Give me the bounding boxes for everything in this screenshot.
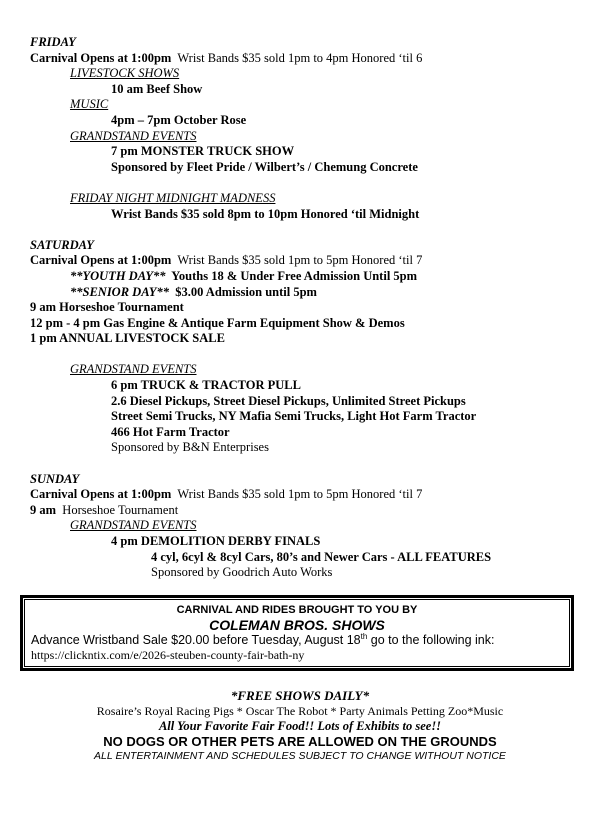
saturday-carnival-detail: Wrist Bands $35 sold 1pm to 5pm Honored ‘til 7 — [177, 253, 423, 268]
sunday-horseshoe-time: 9 am — [30, 502, 57, 517]
friday-madness-heading: FRIDAY NIGHT MIDNIGHT MADNESS — [70, 190, 276, 205]
friday-madness-item: Wrist Bands $35 sold 8pm to 10pm Honored ‘til Midnight — [111, 206, 420, 221]
friday-grandstand-sponsor: Sponsored by Fleet Pride / Wilbert’s / Chemung Concrete — [111, 159, 418, 174]
friday-carnival-detail: Wrist Bands $35 sold 1pm to 4pm Honored ‘til 6 — [177, 50, 423, 65]
carnival-company: COLEMAN BROS. SHOWS — [209, 617, 385, 633]
saturday-carnival — [30, 253, 590, 269]
friday-livestock-heading: LIVESTOCK SHOWS — [70, 66, 180, 81]
senior-day-detail: $3.00 Admission until 5pm — [175, 284, 317, 299]
no-pets-notice: NO DOGS OR OTHER PETS ARE ALLOWED ON THE GROUNDS — [103, 734, 497, 749]
advance-sale — [31, 633, 563, 648]
free-shows-heading: *FREE SHOWS DAILY* — [230, 688, 370, 703]
saturday-horseshoe: 9 am Horseshoe Tournament — [30, 300, 184, 315]
friday-carnival — [30, 51, 590, 67]
footer — [0, 688, 600, 763]
sunday-grandstand-heading: GRANDSTAND EVENTS — [70, 518, 197, 533]
saturday-grandstand-heading: GRANDSTAND EVENTS — [70, 362, 197, 377]
friday-music-heading: MUSIC — [70, 97, 109, 112]
friday-grandstand-heading: GRANDSTAND EVENTS — [70, 128, 197, 143]
shows-list: Rosaire’s Royal Racing Pigs * Oscar The Robot * Party Animals Petting Zoo*Music — [96, 704, 504, 718]
saturday-youth — [30, 269, 590, 285]
advance-sale-text: Advance Wristband Sale $20.00 before Tuesday, August 18 — [31, 633, 361, 647]
advance-sale-tail: go to the following ink: — [367, 633, 495, 647]
sunday-carnival-detail: Wrist Bands $35 sold 1pm to 5pm Honored ‘til 7 — [177, 487, 423, 502]
friday-livestock-item: 10 am Beef Show — [111, 81, 203, 96]
youth-day-label: **YOUTH DAY** — [70, 268, 166, 283]
derby-detail: 4 cyl, 6cyl & 8cyl Cars, 80’s and Newer Cars - ALL FEATURES — [151, 549, 492, 564]
sunday-horseshoe-label: Horseshoe Tournament — [62, 502, 179, 517]
youth-day-detail: Youths 18 & Under Free Admission Until 5pm — [171, 268, 418, 283]
friday-grandstand-item: 7 pm MONSTER TRUCK SHOW — [111, 144, 295, 159]
pull-title: 6 pm TRUCK & TRACTOR PULL — [111, 378, 301, 393]
pull-line-2: Street Semi Trucks, NY Mafia Semi Trucks, Light Hot Farm Tractor — [111, 409, 477, 424]
saturday-livestock-sale: 1 pm ANNUAL LIVESTOCK SALE — [30, 331, 225, 346]
sunday-carnival-label: Carnival Opens at 1:00pm — [30, 487, 172, 502]
sunday-carnival — [30, 487, 590, 503]
disclaimer: ALL ENTERTAINMENT AND SCHEDULES SUBJECT TO CHANGE WITHOUT NOTICE — [94, 750, 506, 762]
ticket-link[interactable]: https://clickntix.com/e/2026-steuben-county-fair-bath-ny — [31, 648, 305, 662]
friday-music-item: 4pm – 7pm October Rose — [111, 112, 247, 127]
fair-food: All Your Favorite Fair Food!! Lots of Exhibits to see!! — [158, 719, 442, 733]
sunday-horseshoe — [30, 503, 590, 519]
saturday-senior — [30, 285, 590, 301]
carnival-box — [20, 595, 574, 671]
pull-sponsor: Sponsored by B&N Enterprises — [111, 440, 269, 455]
derby-title: 4 pm DEMOLITION DERBY FINALS — [111, 534, 321, 548]
friday-heading: FRIDAY — [30, 35, 76, 49]
schedule — [30, 35, 590, 581]
saturday-carnival-label: Carnival Opens at 1:00pm — [30, 253, 172, 268]
carnival-box-heading: CARNIVAL AND RIDES BROUGHT TO YOU BY — [176, 604, 418, 616]
derby-sponsor: Sponsored by Goodrich Auto Works — [151, 565, 333, 580]
saturday-gas-engine: 12 pm - 4 pm Gas Engine & Antique Farm Equipment Show & Demos — [30, 315, 405, 330]
pull-line-1: 2.6 Diesel Pickups, Street Diesel Pickups, Unlimited Street Pickups — [111, 393, 466, 408]
senior-day-label: **SENIOR DAY** — [70, 284, 169, 299]
sunday-heading: SUNDAY — [30, 471, 80, 486]
friday-carnival-label: Carnival Opens at 1:00pm — [30, 50, 172, 65]
pull-line-3: 466 Hot Farm Tractor — [111, 424, 230, 439]
saturday-heading: SATURDAY — [30, 237, 94, 252]
advance-sale-sup: th — [360, 631, 368, 641]
